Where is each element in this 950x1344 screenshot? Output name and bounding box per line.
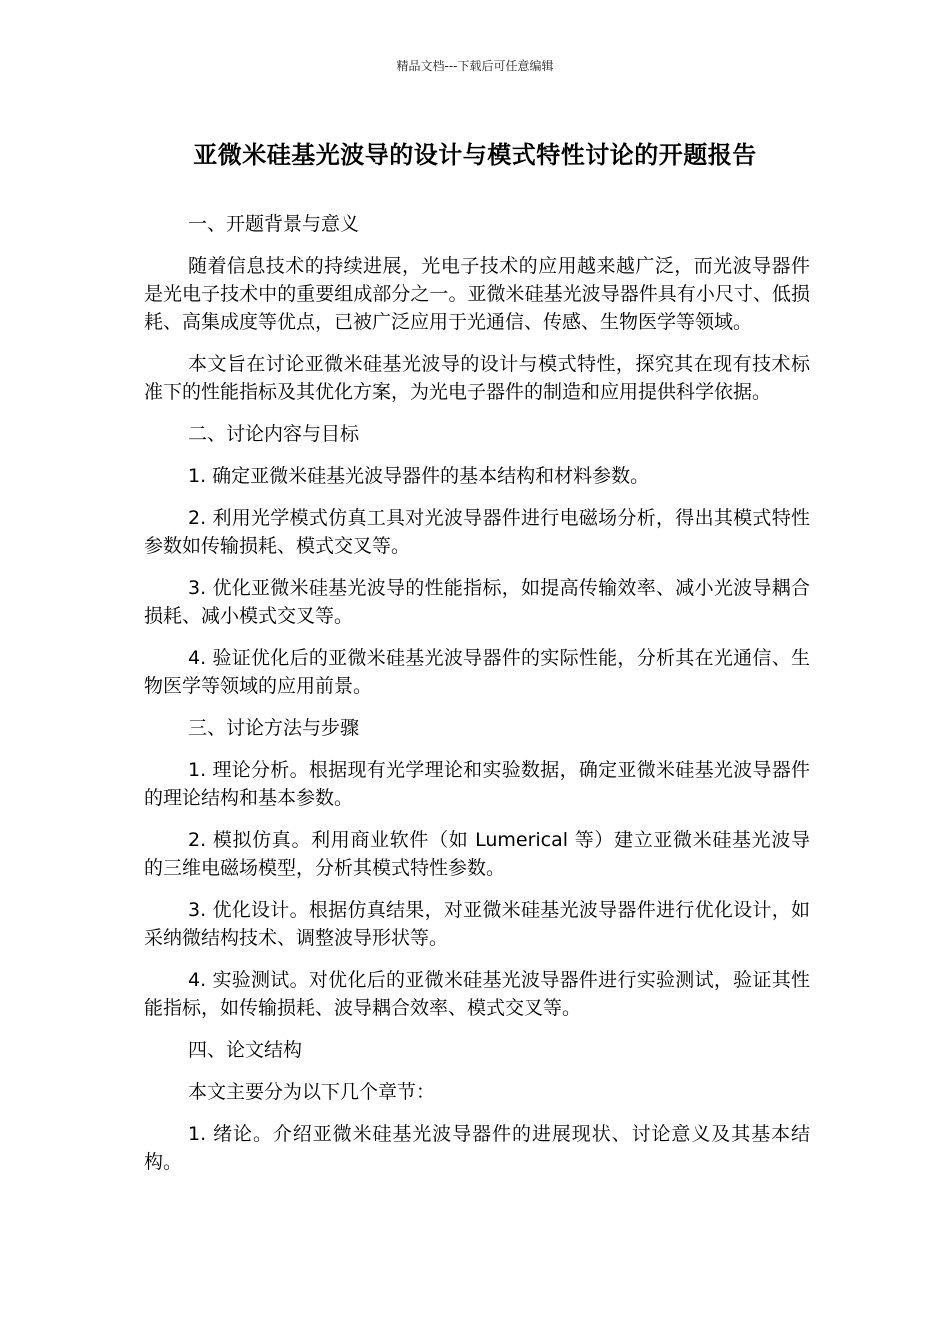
list-item: 4. 验证优化后的亚微米硅基光波导器件的实际性能，分析其在光通信、生物医学等领域的应用前景。: [144, 647, 810, 697]
list-item: 1. 绪论。介绍亚微米硅基光波导器件的进展现状、讨论意义及其基本结构。: [144, 1123, 810, 1173]
list-item: 2. 模拟仿真。利用商业软件（如 Lumerical 等）建立亚微米硅基光波导的三维电磁场模型，分析其模式特性参数。: [144, 829, 810, 879]
body-paragraph: 随着信息技术的持续进展，光电子技术的应用越来越广泛，而光波导器件是光电子技术中的重要组成部分之一。亚微米硅基光波导器件具有小尺寸、低损耗、高集成度等优点，已被广泛应用于光通信、传感、生物医学等领域。: [144, 255, 810, 333]
section-heading: 三、讨论方法与步骤: [188, 717, 360, 739]
list-item: 1. 确定亚微米硅基光波导器件的基本结构和材料参数。: [188, 465, 650, 487]
list-item: 1. 理论分析。根据现有光学理论和实验数据，确定亚微米硅基光波导器件的理论结构和基本参数。: [144, 759, 810, 809]
list-item: 3. 优化亚微米硅基光波导的性能指标，如提高传输效率、减小光波导耦合损耗、减小模式交叉等。: [144, 577, 810, 627]
document-body: [144, 210, 810, 1190]
list-item: 3. 优化设计。根据仿真结果，对亚微米硅基光波导器件进行优化设计，如采纳微结构技术、调整波导形状等。: [144, 899, 810, 949]
section-heading: 二、讨论内容与目标: [188, 423, 360, 445]
list-item: 2. 利用光学模式仿真工具对光波导器件进行电磁场分析，得出其模式特性参数如传输损耗、模式交叉等。: [144, 507, 810, 557]
section-heading: 一、开题背景与意义: [188, 213, 360, 235]
header-note: 精品文档---下载后可任意编辑: [396, 59, 554, 73]
document-title: 亚微米硅基光波导的设计与模式特性讨论的开题报告: [193, 141, 757, 169]
section-heading: 四、论文结构: [188, 1039, 303, 1061]
body-paragraph: 本文旨在讨论亚微米硅基光波导的设计与模式特性，探究其在现有技术标准下的性能指标及其优化方案，为光电子器件的制造和应用提供科学依据。: [144, 353, 810, 403]
body-paragraph: 本文主要分为以下几个章节：: [188, 1081, 436, 1103]
list-item: 4. 实验测试。对优化后的亚微米硅基光波导器件进行实验测试，验证其性能指标，如传输损耗、波导耦合效率、模式交叉等。: [144, 969, 810, 1019]
